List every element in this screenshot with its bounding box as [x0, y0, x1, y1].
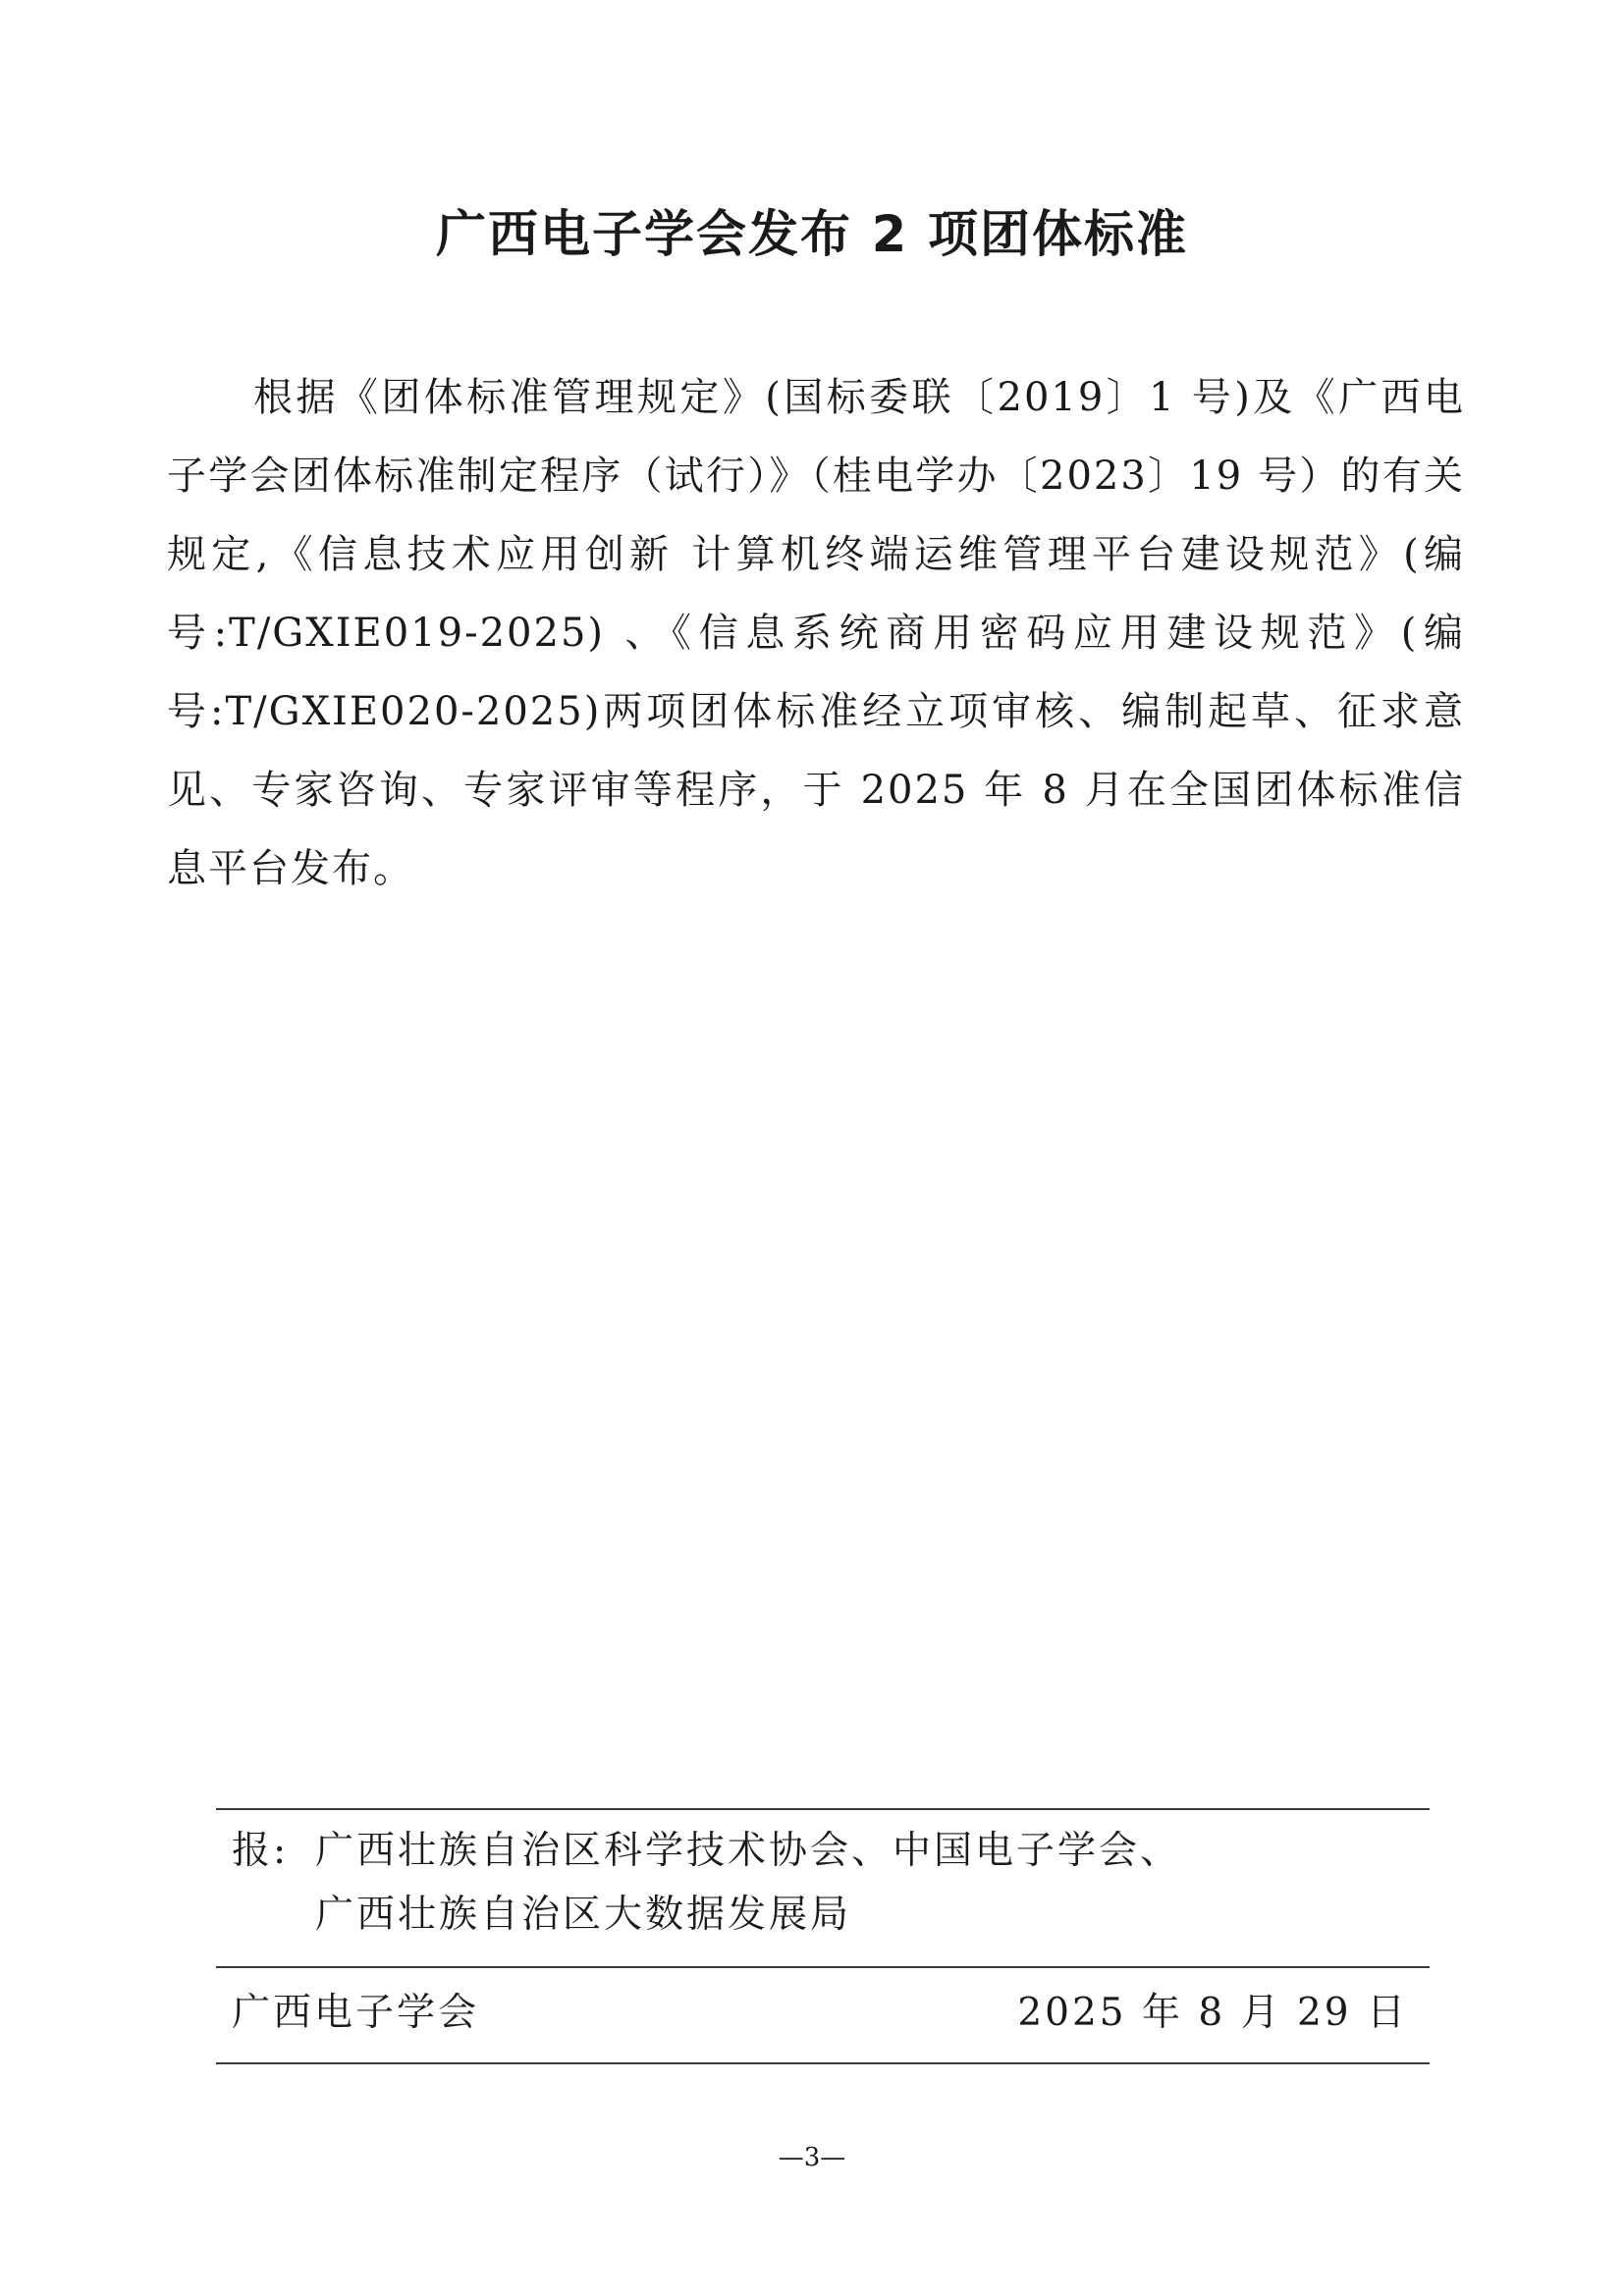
issue-date: 2025 年 8 月 29 日	[1017, 1991, 1408, 2035]
document-title: 广西电子学会发布 2 项团体标准	[436, 206, 1188, 264]
report-recipients-line-2: 广西壮族自治区大数据发展局	[315, 1893, 852, 1937]
report-label: 报:	[232, 1829, 290, 1873]
middle-divider	[216, 1966, 1430, 1968]
report-recipients-line-1: 广西壮族自治区科学技术协会、中国电子学会、	[315, 1829, 1182, 1873]
report-indent	[232, 1883, 315, 1947]
bottom-divider	[216, 2062, 1430, 2064]
page-number: —3—	[778, 2143, 846, 2172]
body-paragraph: 根据《团体标准管理规定》(国标委联〔2019〕1 号)及《广西电子学会团体标准制定程序（试行）》（桂电学办〔2023〕19 号）的有关规定,《信息技术应用创新 计算机终端运维管理平台建设规范》(编号:T/GXIE019-2025) 、《信息系统商用密码应用建设规范》(编号:T/GXIE020-2025)两项团体标准经立项审核、编制起草、征求意见、专家咨询、专家评审等程序，于 2025 年 8 月在全国团体标准信息平台发布。	[167, 375, 1465, 891]
report-row-1	[232, 1819, 1410, 1883]
top-divider	[216, 1808, 1430, 1810]
report-to-block	[232, 1819, 1410, 1947]
issuing-organization: 广西电子学会	[232, 1991, 480, 2035]
report-row-2	[232, 1883, 1410, 1947]
